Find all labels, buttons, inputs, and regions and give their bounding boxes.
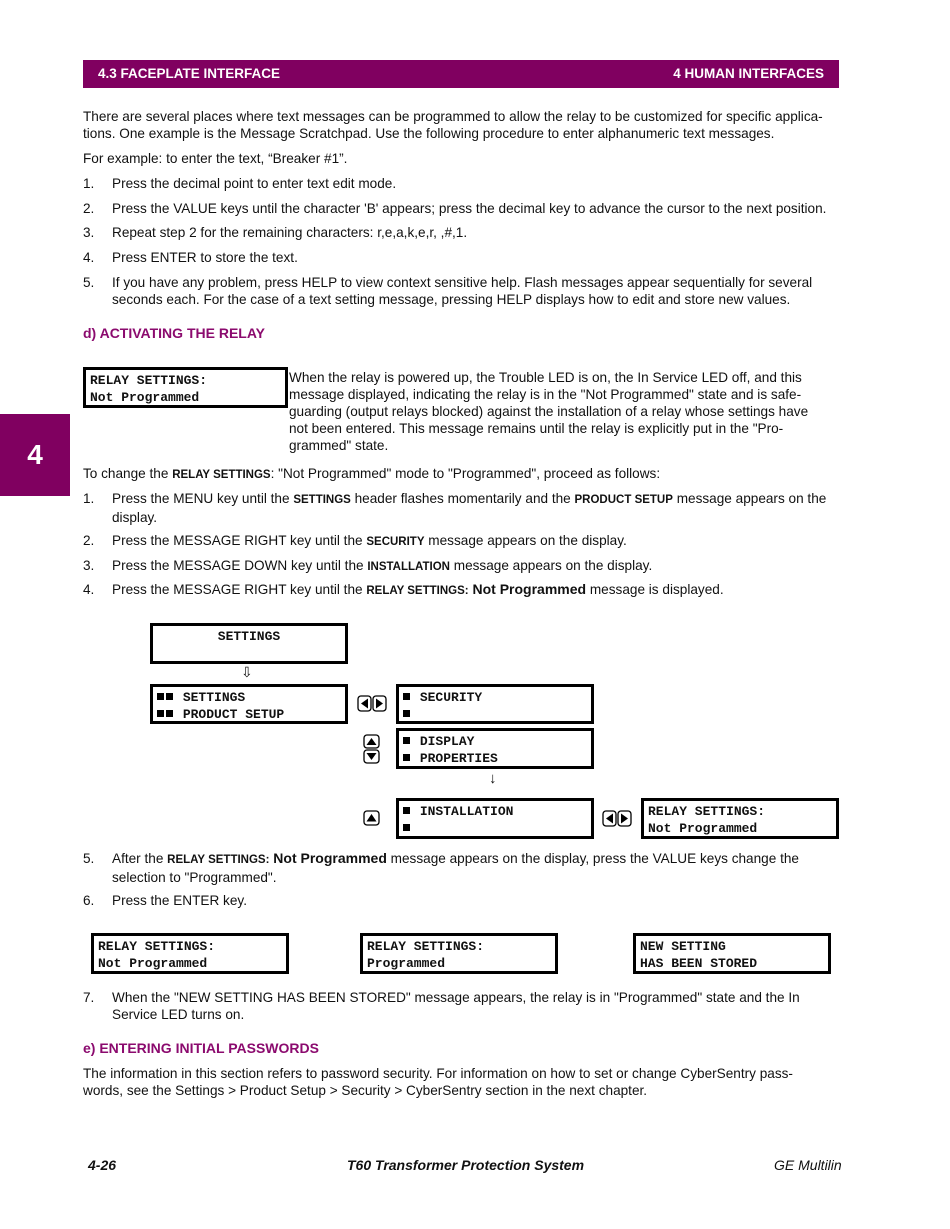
step-4: 4. Press ENTER to store the text. [83,250,298,265]
chapter-tab: 4 [0,414,70,496]
step2-4: 4. Press the MESSAGE RIGHT key until the RELAY SETTINGS: Not Programmed message is displayed. [83,581,724,597]
change-instructions: To change the RELAY SETTINGS: "Not Programmed" mode to "Programmed", proceed as follows: [83,466,661,481]
section-d-heading: d) ACTIVATING THE RELAY [83,325,265,341]
publisher: GE Multilin [774,1157,842,1173]
lcd-new-setting-stored: NEW SETTING HAS BEEN STORED [633,933,831,974]
message-left-right-icon [357,695,387,712]
lcd-state-not-programmed: RELAY SETTINGS: Not Programmed [91,933,289,974]
header-left: 4.3 FACEPLATE INTERFACE [98,66,281,81]
passwords-paragraph: The information in this section refers to password security. For information on how to set or change CyberSentry pass- words, see the Settings > Product Setup > Security > CyberSentry section in the next chapter. [83,1066,793,1098]
step2-1: 1. Press the MENU key until the SETTINGS header flashes momentarily and the PRODUCT SETUP message appears on the display. [83,491,827,525]
lcd-display-properties: DISPLAY PROPERTIES [396,728,594,769]
lcd-product-setup: SETTINGS PRODUCT SETUP [150,684,348,724]
step2-2: 2. Press the MESSAGE RIGHT key until the SECURITY message appears on the display. [83,533,627,548]
lcd-relay-settings: RELAY SETTINGS: Not Programmed [83,367,288,408]
section-header-bar [83,60,839,88]
lcd-relay-not-programmed: RELAY SETTINGS: Not Programmed [641,798,839,839]
step-5: 5. If you have any problem, press HELP to view context sensitive help. Flash messages appear sequentially for several seconds each. For the case of a text setting message, pressing HELP displays how to edit and store new values. [83,275,813,307]
intro-paragraph: There are several places where text messages can be programmed to allow the relay to be customized for specific applica- tions. One example is the Message Scratchpad. Use the following procedure to enter alphanumeric text messages. [83,109,823,141]
lcd-security: SECURITY [396,684,594,724]
step3-5: 5. After the RELAY SETTINGS: Not Programmed message appears on the display, press the VALUE keys change the selection to "Programmed". [83,850,799,885]
message-left-right-icon-2 [602,810,632,827]
lcd-installation: INSTALLATION [396,798,594,839]
step-2: 2. Press the VALUE keys until the character 'B' appears; press the decimal key to advance the cursor to the next position. [83,201,827,216]
section-e-heading: e) ENTERING INITIAL PASSWORDS [83,1040,319,1056]
step3-6: 6. Press the ENTER key. [83,893,247,908]
step-7: 7. When the "NEW SETTING HAS BEEN STORED" message appears, the relay is in "Programmed" state and the In Service LED turns on. [83,990,800,1022]
down-outline-arrow: ⇩ [241,664,253,680]
step2-3: 3. Press the MESSAGE DOWN key until the INSTALLATION message appears on the display. [83,558,653,573]
intro-example: For example: to enter the text, “Breaker #1”. [83,151,348,166]
relay-description: When the relay is powered up, the Trouble LED is on, the In Service LED off, and this message displayed, indicating the relay is in the "Not Programmed" state and is safe- guarding (output relays blocked) against the installation of a relay whose settings have not been entered. This message remains until the relay is explicitly put in the "Pro- grammed" state. [289,370,809,453]
lcd-settings-header: SETTINGS [150,623,348,664]
message-up-icon [363,810,380,826]
step-1: 1. Press the decimal point to enter text edit mode. [83,176,397,191]
lcd-state-programmed: RELAY SETTINGS: Programmed [360,933,558,974]
message-up-down-icon [363,734,380,764]
step-3: 3. Repeat step 2 for the remaining characters: r,e,a,k,e,r, ,#,1. [83,225,468,240]
down-arrow: ↓ [489,770,497,787]
document-title: T60 Transformer Protection System [347,1157,585,1173]
page-number: 4-26 [88,1157,117,1173]
header-right: 4 HUMAN INTERFACES [673,66,824,81]
